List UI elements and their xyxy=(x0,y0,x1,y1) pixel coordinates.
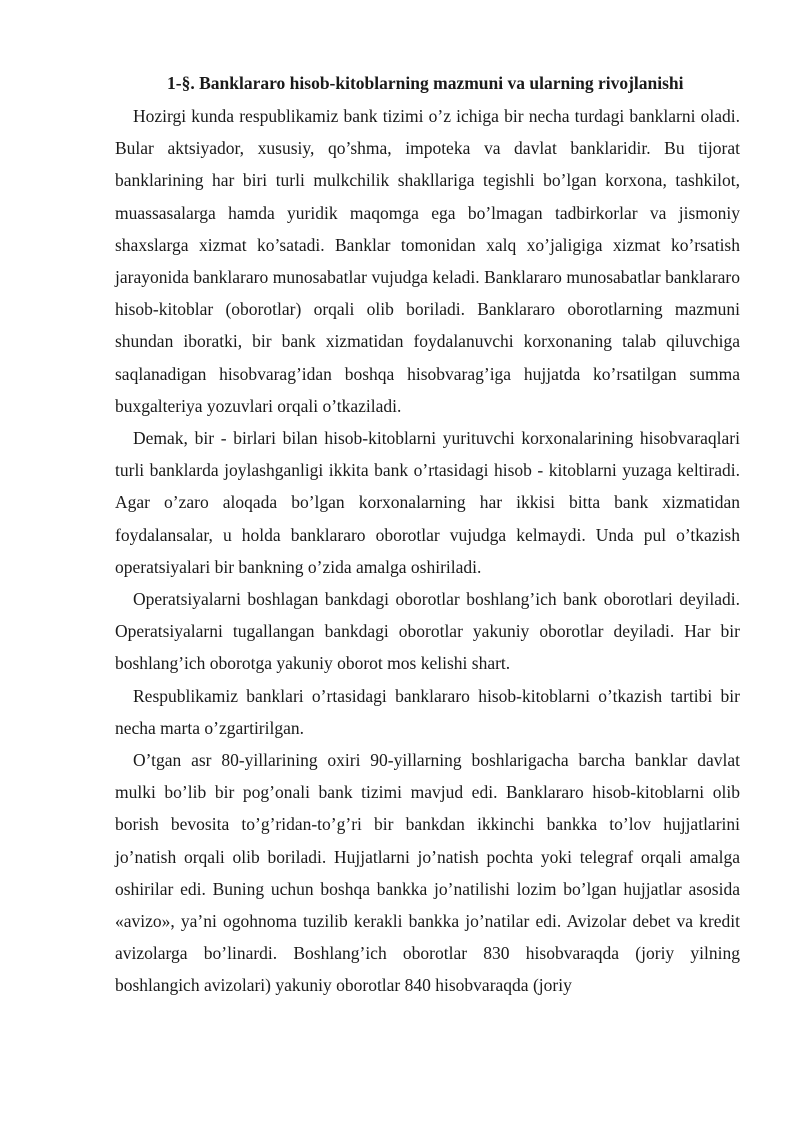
paragraph-1: Hozirgi kunda respublikamiz bank tizimi o’z ichiga bir necha turdagi banklarni oladi. Bular aktsiyador, xususiy, qo’shma, impoteka va davlat banklaridir. Bu tijorat banklarining har biri turli mulkchilik shakllariga tegishli bo’lgan korxona, tashkilot, muassasalarga hamda yuridik maqomga ega bo’lmagan tadbirkorlar va jismoniy shaxslarga xizmat ko’satadi. Banklar tomonidan xalq xo’jaligiga xizmat ko’rsatish jarayonida banklararo munosabatlar vujudga keladi. Banklararo munosabatlar banklararo hisob-kitoblar (oborotlar) orqali olib boriladi. Banklararo oborotlarning mazmuni shundan iboratki, bir bank xizmatidan foydalanuvchi korxonaning talab qiluvchiga saqlanadigan hisobvarag’idan boshqa hisobvarag’iga hujjatda ko’rsatilgan summa buxgalteriya yozuvlari orqali o’tkaziladi. xyxy=(115,106,740,416)
section-title: 1-§. Banklararo hisob-kitoblarning mazmuni va ularning rivojlanishi xyxy=(167,73,684,93)
paragraph-2: Demak, bir - birlari bilan hisob-kitoblarni yurituvchi korxonalarining hisobvaraqlari turli banklarda joylashganligi ikkita bank o’rtasidagi hisob - kitoblarni yuzaga keltiradi. Agar o’zaro aloqada bo’lgan korxonalarning har ikkisi bitta bank xizmatidan foydalansalar, u holda banklararo oborotlar vujudga kelmaydi. Unda pul o’tkazish operatsiyalari bir bankning o’zida amalga oshiriladi. xyxy=(115,428,740,577)
document-page xyxy=(115,66,740,1002)
paragraph-4: Respublikamiz banklari o’rtasidagi banklararo hisob-kitoblarni o’tkazish tartibi bir necha marta o’zgartirilgan. xyxy=(115,685,740,738)
paragraph-3: Operatsiyalarni boshlagan bankdagi oborotlar boshlang’ich bank oborotlari deyiladi. Operatsiyalarni tugallangan bankdagi oborotlar yakuniy oborotlar deyiladi. Har bir boshlang’ich oborotga yakuniy oborot mos kelishi shart. xyxy=(115,589,740,674)
paragraph-5: O’tgan asr 80-yillarining oxiri 90-yillarning boshlarigacha barcha banklar davlat mulki bo’lib bir pog’onali bank tizimi mavjud edi. Banklararo hisob-kitoblarni olib borish bevosita to’g’ridan-to’g’ri bir bankdan ikkinchi bankka to’lov hujjatlarini jo’natish orqali olib boriladi. Hujjatlarni jo’natish pochta yoki telegraf orqali amalga oshirilar edi. Buning uchun boshqa bankka jo’natilishi lozim bo’lgan hujjatlar asosida «avizo», ya’ni ogohnoma tuzilib kerakli bankka jo’natilar edi. Avizolar debet va kredit avizolarga bo’linardi. Boshlang’ich oborotlar 830 hisobvaraqda (joriy yilning boshlangich avizolari) yakuniy oborotlar 840 hisobvaraqda (joriy xyxy=(115,750,740,996)
